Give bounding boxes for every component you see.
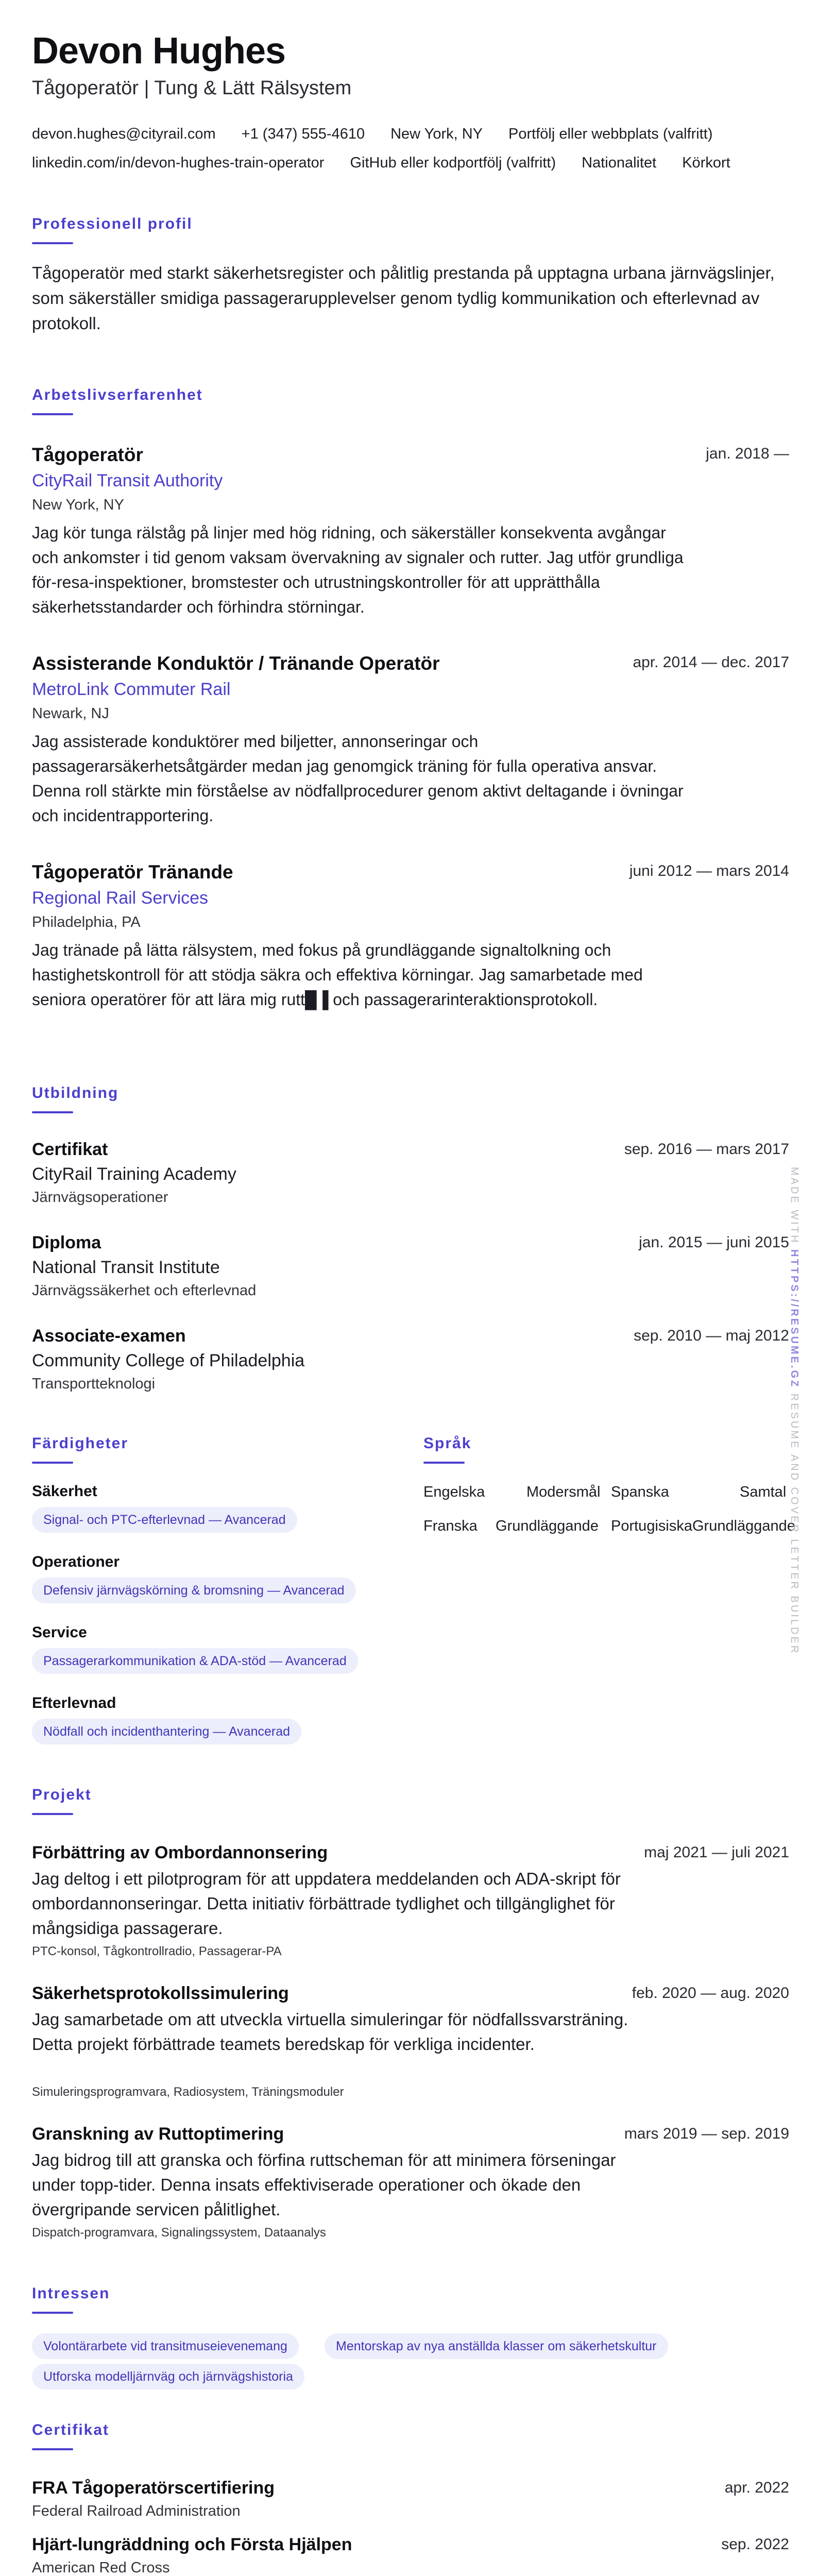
degree: Associate-examen: [32, 1326, 186, 1346]
education-date: sep. 2010 — maj 2012: [634, 1327, 789, 1344]
watermark-suffix: RESUME AND COVER LETTER BUILDER: [789, 1393, 800, 1655]
experience-item: [32, 653, 789, 838]
job-title: Assisterande Konduktör / Tränande Operatör: [32, 653, 440, 674]
section-title-projects: Projekt: [32, 1786, 92, 1803]
section-rule: [32, 242, 73, 244]
school: National Transit Institute: [32, 1258, 220, 1277]
job-employer: Regional Rail Services: [32, 888, 209, 908]
section-title-experience: Arbetslivserfarenhet: [32, 386, 203, 403]
skill-pill: Nödfall och incidenthantering — Avancerad: [32, 1719, 301, 1744]
language-name: Spanska: [611, 1484, 669, 1500]
degree: Certifikat: [32, 1140, 108, 1159]
section-title-skills: Färdigheter: [32, 1435, 129, 1452]
field-of-study: Järnvägsoperationer: [32, 1189, 168, 1206]
contact-list: [32, 120, 789, 177]
interest-pill: Mentorskap av nya anställda klasser om säkerhetskultur: [325, 2333, 668, 2359]
project-description: Jag deltog i ett pilotprogram för att uppdatera meddelanden och ADA-skript för ombordannonseringar. Detta initiativ förbättrade tydlighet och tillgänglighet för mångsidiga passagerare.: [32, 1869, 621, 1938]
project-tools: PTC-konsol, Tågkontrollradio, Passagerar-PA: [32, 1944, 282, 1958]
skill-pill: Defensiv järnvägskörning & bromsning — Avancerad: [32, 1578, 356, 1603]
contact-phone[interactable]: +1 (347) 555-4610: [241, 126, 365, 142]
skill-pill: Passagerarkommunikation & ADA-stöd — Avancerad: [32, 1648, 358, 1674]
school: CityRail Training Academy: [32, 1164, 236, 1184]
experience-item: [32, 444, 789, 630]
job-description: Jag kör tunga rälståg på linjer med hög ridning, och säkerställer konsekventa avgångar och ankomster i tid genom vaksam övervakning av signaler och rutter. Jag utför grundliga för-resa-inspektioner, bromstester och utrustningskontroller för att upprätthålla säkerhetsstandarder och förhindra störningar.: [32, 523, 684, 616]
language-name: Franska: [423, 1518, 478, 1534]
contact-linkedin[interactable]: linkedin.com/in/devon-hughes-train-operator: [32, 155, 325, 171]
project-item: [32, 1984, 789, 2107]
certificate-name: FRA Tågoperatörscertifiering: [32, 2478, 275, 2498]
job-date: apr. 2014 — dec. 2017: [633, 654, 789, 671]
section-title-interests: Intressen: [32, 2285, 110, 2302]
project-item: [32, 1843, 789, 1967]
candidate-headline: Tågoperatör | Tung & Lätt Rälsystem: [32, 77, 352, 99]
project-description: Jag samarbetade om att utveckla virtuella simuleringar för nödfallssvarsträning. Detta projekt förbättrade teamets beredskap för verkliga incidenter.: [32, 2010, 628, 2054]
section-rule: [32, 2448, 73, 2450]
project-tools: Simuleringsprogramvara, Radiosystem, Träningsmoduler: [32, 2085, 344, 2099]
section-rule: [32, 1813, 73, 1815]
job-date: jan. 2018 —: [706, 445, 789, 462]
section-title-profile: Professionell profil: [32, 215, 193, 232]
job-title: Tågoperatör: [32, 444, 143, 465]
section-rule: [32, 413, 73, 415]
section-rule: [423, 1462, 465, 1464]
certificate-item: [32, 2478, 789, 2530]
contact-nationality: Nationalitet: [582, 155, 657, 171]
education-item: [32, 1140, 789, 1217]
contact-portfolio[interactable]: Portfölj eller webbplats (valfritt): [508, 126, 713, 142]
field-of-study: Järnvägssäkerhet och efterlevnad: [32, 1282, 257, 1299]
watermark-link[interactable]: HTTPS://RESUME.GZ: [789, 1249, 800, 1389]
contact-email[interactable]: devon.hughes@cityrail.com: [32, 126, 216, 142]
language-name: Engelska: [423, 1484, 485, 1500]
skill-pill: Signal- och PTC-efterlevnad — Avancerad: [32, 1507, 297, 1533]
skill-category: Säkerhet: [32, 1483, 97, 1500]
language-level: Samtal: [740, 1484, 787, 1500]
education-item: [32, 1233, 789, 1310]
builder-watermark: [788, 1167, 800, 1655]
certificate-name: Hjärt-lungräddning och Första Hjälpen: [32, 2535, 352, 2554]
field-of-study: Transportteknologi: [32, 1376, 156, 1392]
degree: Diploma: [32, 1233, 101, 1252]
certificate-item: [32, 2535, 789, 2576]
profile-summary: Tågoperatör med starkt säkerhetsregister och pålitlig prestanda på upptagna urbana järnvägslinjer, som säkerställer smidiga passagerarupplevelser genom tydlig kommunikation och efterlevnad av protokoll.: [32, 263, 775, 333]
interest-pill: Volontärarbete vid transitmuseievenemang: [32, 2333, 299, 2359]
education-item: [32, 1326, 789, 1403]
certificate-issuer: Federal Railroad Administration: [32, 2503, 241, 2519]
language-level: Grundläggande: [496, 1518, 599, 1534]
certificate-date: apr. 2022: [724, 2479, 789, 2496]
job-employer: CityRail Transit Authority: [32, 471, 223, 490]
language-level: Modersmål: [526, 1484, 601, 1500]
job-location: New York, NY: [32, 497, 124, 513]
project-description: Jag bidrog till att granska och förfina ruttscheman för att minimera förseningar under topp-tider. Denna insats effektiviserade operationer och ökade den övergripande servicen pålitlighet.: [32, 2150, 616, 2219]
job-description: Jag assisterade konduktörer med biljetter, annonseringar och passagerarsäkerhetsåtgärder medan jag genomgick träning för fulla operativa ansvar. Denna roll stärkte min förståelse av nödfallprocedurer genom aktivt deltagande i övningar och incidentrapportering.: [32, 732, 684, 825]
contact-license: Körkort: [682, 155, 730, 171]
school: Community College of Philadelphia: [32, 1351, 305, 1370]
section-rule: [32, 1111, 73, 1113]
education-date: jan. 2015 — juni 2015: [639, 1234, 789, 1251]
skill-category: Service: [32, 1624, 87, 1641]
skill-category: Operationer: [32, 1553, 120, 1570]
job-title: Tågoperatör Tränande: [32, 861, 233, 883]
contact-github[interactable]: GitHub eller kodportfölj (valfritt): [350, 155, 556, 171]
section-title-certificates: Certifikat: [32, 2421, 110, 2438]
project-item: [32, 2124, 789, 2248]
job-location: Newark, NJ: [32, 705, 109, 722]
project-date: feb. 2020 — aug. 2020: [632, 1985, 789, 2002]
candidate-name: Devon Hughes: [32, 30, 286, 72]
section-rule: [32, 1462, 73, 1464]
contact-location: New York, NY: [390, 126, 483, 142]
watermark-prefix: MADE WITH: [789, 1167, 800, 1245]
job-description: Jag tränade på lätta rälsystem, med fokus på grundläggande signaltolkning och hastighetskontroll för att stödja säkra och effektiva körningar. Jag samarbetade med seniora operatörer för att lära mig rutt█▐ och passagerarinteraktionsprotokoll.: [32, 941, 643, 1009]
education-date: sep. 2016 — mars 2017: [624, 1141, 789, 1158]
job-date: juni 2012 — mars 2014: [629, 862, 789, 879]
project-title: Säkerhetsprotokollssimulering: [32, 1984, 289, 2003]
certificate-issuer: American Red Cross: [32, 2560, 170, 2576]
project-tools: Dispatch-programvara, Signalingssystem, Dataanalys: [32, 2226, 326, 2240]
job-employer: MetroLink Commuter Rail: [32, 680, 231, 699]
language-name: Portugisiska: [611, 1518, 692, 1534]
project-title: Förbättring av Ombordannonsering: [32, 1843, 328, 1862]
experience-item: [32, 861, 789, 1047]
section-rule: [32, 2312, 73, 2314]
section-title-education: Utbildning: [32, 1084, 119, 1101]
certificate-date: sep. 2022: [721, 2536, 789, 2553]
skill-category: Efterlevnad: [32, 1694, 116, 1711]
project-date: maj 2021 — juli 2021: [644, 1844, 789, 1861]
section-title-languages: Språk: [423, 1435, 472, 1452]
interest-pill: Utforska modelljärnväg och järnvägshistoria: [32, 2364, 304, 2389]
language-level: Grundläggande: [692, 1518, 795, 1534]
project-title: Granskning av Ruttoptimering: [32, 2124, 284, 2144]
project-date: mars 2019 — sep. 2019: [624, 2125, 789, 2142]
job-location: Philadelphia, PA: [32, 914, 141, 930]
